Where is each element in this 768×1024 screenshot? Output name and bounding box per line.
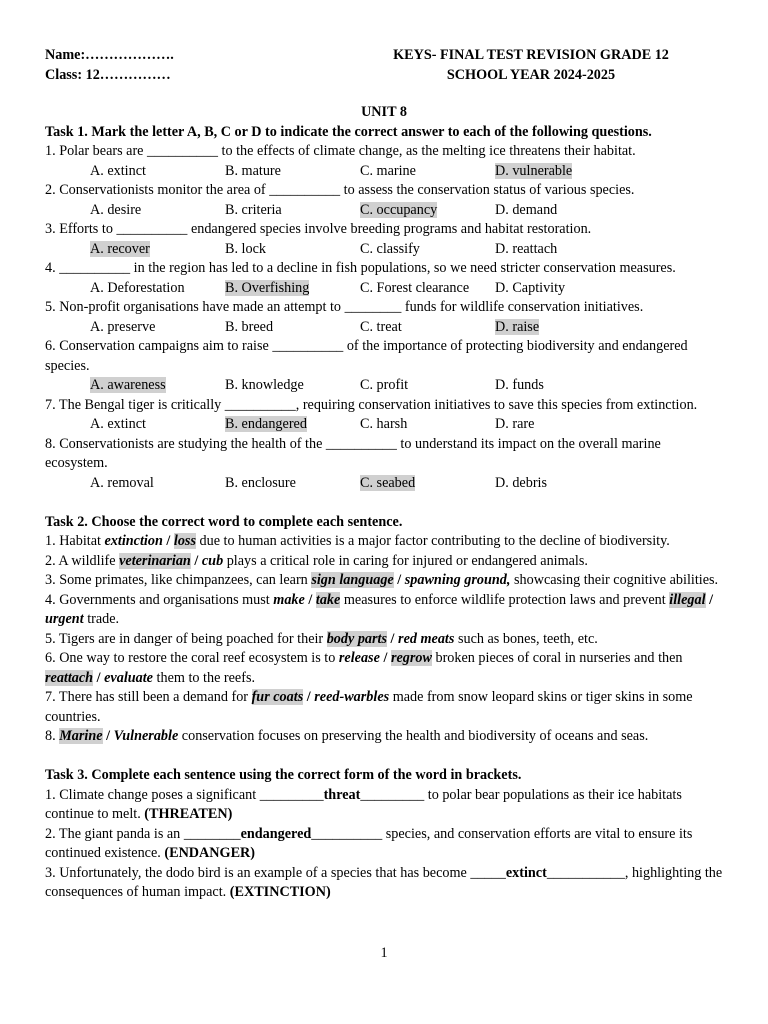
answer-option: A. preserve (90, 318, 156, 335)
answer-options-row (45, 376, 723, 396)
name-field-label: Name:………………. (45, 47, 174, 63)
answer-option: D. demand (495, 201, 558, 218)
answer-options-row (45, 162, 723, 182)
answer-option: A. extinct (90, 162, 146, 179)
answer-option: D. debris (495, 474, 548, 491)
correct-word-choice: body parts (326, 630, 387, 647)
sentence-text: measures to enforce wildlife protection laws and prevent (340, 591, 670, 608)
task3-question (45, 864, 723, 903)
answer-option: B. criteria (225, 201, 282, 218)
question-text: ___________, highlighting the consequences of human impact. (45, 864, 723, 900)
correct-answer-option: B. endangered (225, 416, 307, 432)
correct-answer-option: C. seabed (360, 474, 416, 491)
answer-option: C. harsh (360, 416, 408, 432)
correct-word-choice: take (315, 591, 341, 608)
choice-separator: / (162, 533, 174, 549)
class-field-label: Class: 12…………… (45, 66, 171, 83)
answer-option: B. enclosure (225, 474, 296, 491)
correct-answer-option: D. vulnerable (495, 162, 573, 179)
correct-word-choice: regrow (390, 650, 432, 666)
word-choice: urgent (45, 611, 84, 627)
answer-option-cell (90, 201, 225, 221)
answer-options-row (45, 318, 723, 338)
choice-separator: / (93, 669, 105, 686)
sentence-text: due to human activities is a major factor contributing to the decline of biodiversity. (195, 533, 670, 549)
choice-separator: / (379, 650, 391, 666)
correct-word-choice: loss (173, 533, 196, 549)
sentence-text: made from snow leopard skins or tiger skins in some countries. (45, 689, 693, 725)
answer-options-row (45, 201, 723, 221)
question-stem: 1. Polar bears are __________ to the effects of climate change, as the melting ice threatens their habitat. (45, 143, 636, 159)
task3-question (45, 825, 723, 864)
answer-option-cell (225, 415, 360, 435)
question-stem: 6. Conservation campaigns aim to raise __________ of the importance of protecting biodiversity and endangered species. (45, 338, 688, 374)
answer-option: A. removal (90, 474, 154, 491)
word-choice: extinction (104, 533, 163, 549)
answer-option-cell (225, 162, 360, 182)
sentence-text: 8. (45, 728, 60, 744)
correct-answer-option: D. raise (495, 318, 540, 335)
correct-word-choice: veterinarian (119, 552, 191, 569)
answer-option: D. rare (495, 416, 535, 432)
task2-sentence (45, 649, 723, 688)
sentence-text: such as bones, teeth, etc. (454, 630, 598, 647)
question-stem: 7. The Bengal tiger is critically __________, requiring conservation initiatives to save this species from extinction. (45, 396, 698, 413)
choice-separator: / (705, 591, 714, 608)
correct-answer-option: A. recover (90, 240, 150, 257)
header-row-1 (45, 46, 723, 66)
answer-option-cell (495, 376, 630, 396)
task2-sentence (45, 591, 723, 630)
answer-option: A. extinct (90, 416, 146, 432)
answer-option: C. Forest clearance (360, 279, 470, 296)
sentence-text: broken pieces of coral in nurseries and then (431, 650, 683, 666)
answer-option-cell (495, 201, 630, 221)
question-stem: 4. __________ in the region has led to a decline in fish populations, so we need stricter conservation measures. (45, 260, 676, 276)
task2-sentence (45, 727, 723, 747)
page-number: 1 (380, 945, 388, 961)
answer-option-cell (225, 201, 360, 221)
word-choice: red meats (398, 630, 455, 647)
task2-sentence (45, 630, 723, 650)
answer-options-row (45, 474, 723, 494)
correct-answer-option: A. awareness (90, 377, 166, 393)
choice-separator: / (387, 630, 399, 647)
answer-option-cell (225, 240, 360, 260)
task1-title: Task 1. Mark the letter A, B, C or D to indicate the correct answer to each of the following questions. (45, 123, 652, 140)
unit-heading: UNIT 8 (361, 104, 407, 120)
answer-option-cell (90, 318, 225, 338)
correct-word-choice: Marine (59, 728, 103, 744)
answer-option: D. Captivity (495, 279, 566, 296)
word-choice: Vulnerable (113, 728, 179, 744)
correct-word-choice: reattach (45, 669, 94, 686)
sentence-text: 4. Governments and organisations must (45, 591, 274, 608)
correct-word-choice: sign language (311, 572, 394, 588)
word-choice: reed-warbles (314, 689, 390, 705)
task2-sentence (45, 571, 723, 591)
sentence-text: 1. Habitat (45, 533, 105, 549)
answer-option-cell (360, 240, 495, 260)
answer-option-cell (90, 279, 225, 299)
answer-word: extinct (505, 864, 547, 881)
sentence-text: 3. Some primates, like chimpanzees, can learn (45, 572, 312, 588)
answer-option-cell (495, 318, 630, 338)
question-stem: 8. Conservationists are studying the health of the __________ to understand its impact on the overall marine ecosystem. (45, 435, 661, 471)
answer-option-cell (360, 474, 495, 494)
correct-word-choice: fur coats (251, 689, 304, 705)
answer-option-cell (360, 162, 495, 182)
school-year: SCHOOL YEAR 2024-2025 (446, 66, 616, 83)
sentence-text: them to the reefs. (152, 669, 256, 686)
question-text: _________ to polar bear populations as their ice habitats continue to melt. (45, 786, 682, 822)
question-text: 2. The giant panda is an ________ (45, 825, 241, 842)
task1-question-list (45, 142, 723, 493)
word-choice: release (338, 650, 380, 666)
answer-option: C. profit (360, 377, 409, 393)
task3-question (45, 786, 723, 825)
task2-sentence (45, 688, 723, 727)
question-stem: 5. Non-profit organisations have made an attempt to ________ funds for wildlife conservation initiatives. (45, 299, 644, 315)
answer-option-cell (495, 415, 630, 435)
choice-separator: / (303, 689, 315, 705)
answer-option: C. marine (360, 162, 416, 179)
answer-option-cell (495, 240, 630, 260)
answer-option-cell (90, 415, 225, 435)
answer-option-cell (225, 279, 360, 299)
correct-answer-option: C. occupancy (360, 201, 438, 218)
question-stem: 3. Efforts to __________ endangered species involve breeding programs and habitat restoration. (45, 221, 592, 237)
question-text: 3. Unfortunately, the dodo bird is an example of a species that has become _____ (45, 864, 506, 881)
word-choice: evaluate (104, 669, 153, 686)
answer-options-row (45, 279, 723, 299)
answer-option-cell (90, 240, 225, 260)
answer-option-cell (90, 376, 225, 396)
choice-separator: / (190, 552, 202, 569)
sentence-text: plays a critical role in caring for injured or endangered animals. (223, 552, 588, 569)
sentence-text: 6. One way to restore the coral reef ecosystem is to (45, 650, 339, 666)
sentence-text: 5. Tigers are in danger of being poached for their (45, 630, 327, 647)
answer-option: C. classify (360, 240, 420, 257)
root-word: (THREATEN) (144, 806, 233, 822)
answer-option-cell (495, 474, 630, 494)
answer-option-cell (360, 279, 495, 299)
choice-separator: / (102, 728, 114, 744)
answer-option-cell (360, 201, 495, 221)
answer-option-cell (225, 318, 360, 338)
sentence-text: showcasing their cognitive abilities. (510, 572, 719, 588)
answer-option-cell (360, 318, 495, 338)
header-row-2 (45, 66, 723, 86)
answer-option-cell (90, 162, 225, 182)
sentence-text: conservation focuses on preserving the health and biodiversity of oceans and seas. (178, 728, 649, 744)
choice-separator: / (393, 572, 405, 588)
answer-option-cell (495, 162, 630, 182)
sentence-text: 7. There has still been a demand for (45, 689, 252, 705)
answer-option-cell (225, 376, 360, 396)
task3-title: Task 3. Complete each sentence using the correct form of the word in brackets. (45, 767, 522, 783)
correct-answer-option: B. Overfishing (225, 279, 310, 296)
task2-sentence (45, 552, 723, 572)
task2-sentence (45, 532, 723, 552)
word-choice: spawning ground, (404, 572, 511, 588)
document-title: KEYS- FINAL TEST REVISION GRADE 12 (393, 47, 669, 63)
answer-option-cell (495, 279, 630, 299)
word-choice: cub (201, 552, 224, 569)
question-text: __________ species, and conservation efforts are vital to ensure its continued existence. (45, 825, 693, 861)
question-text: 1. Climate change poses a significant _________ (45, 786, 324, 803)
answer-option: B. knowledge (225, 377, 304, 393)
root-word: (EXTINCTION) (229, 884, 331, 900)
answer-option: D. reattach (495, 240, 558, 257)
answer-word: endangered (240, 825, 312, 842)
task2-title: Task 2. Choose the correct word to complete each sentence. (45, 513, 403, 530)
sentence-text: 2. A wildlife (45, 552, 120, 569)
answer-option-cell (90, 474, 225, 494)
answer-option: B. mature (225, 162, 281, 179)
answer-options-row (45, 240, 723, 260)
correct-word-choice: illegal (669, 591, 706, 608)
question-stem: 2. Conservationists monitor the area of __________ to assess the conservation status of various species. (45, 182, 635, 198)
word-choice: make (273, 591, 305, 608)
answer-option: A. desire (90, 201, 142, 218)
choice-separator: / (304, 591, 316, 608)
answer-word: threat (323, 786, 361, 803)
answer-option: B. breed (225, 318, 274, 335)
answer-option: A. Deforestation (90, 279, 185, 296)
answer-option-cell (225, 474, 360, 494)
answer-option-cell (360, 376, 495, 396)
answer-options-row (45, 415, 723, 435)
answer-option-cell (360, 415, 495, 435)
answer-option: C. treat (360, 318, 402, 335)
answer-option: B. lock (225, 240, 266, 257)
answer-option: D. funds (495, 377, 544, 393)
root-word: (ENDANGER) (164, 845, 256, 861)
sentence-text: trade. (83, 611, 120, 627)
